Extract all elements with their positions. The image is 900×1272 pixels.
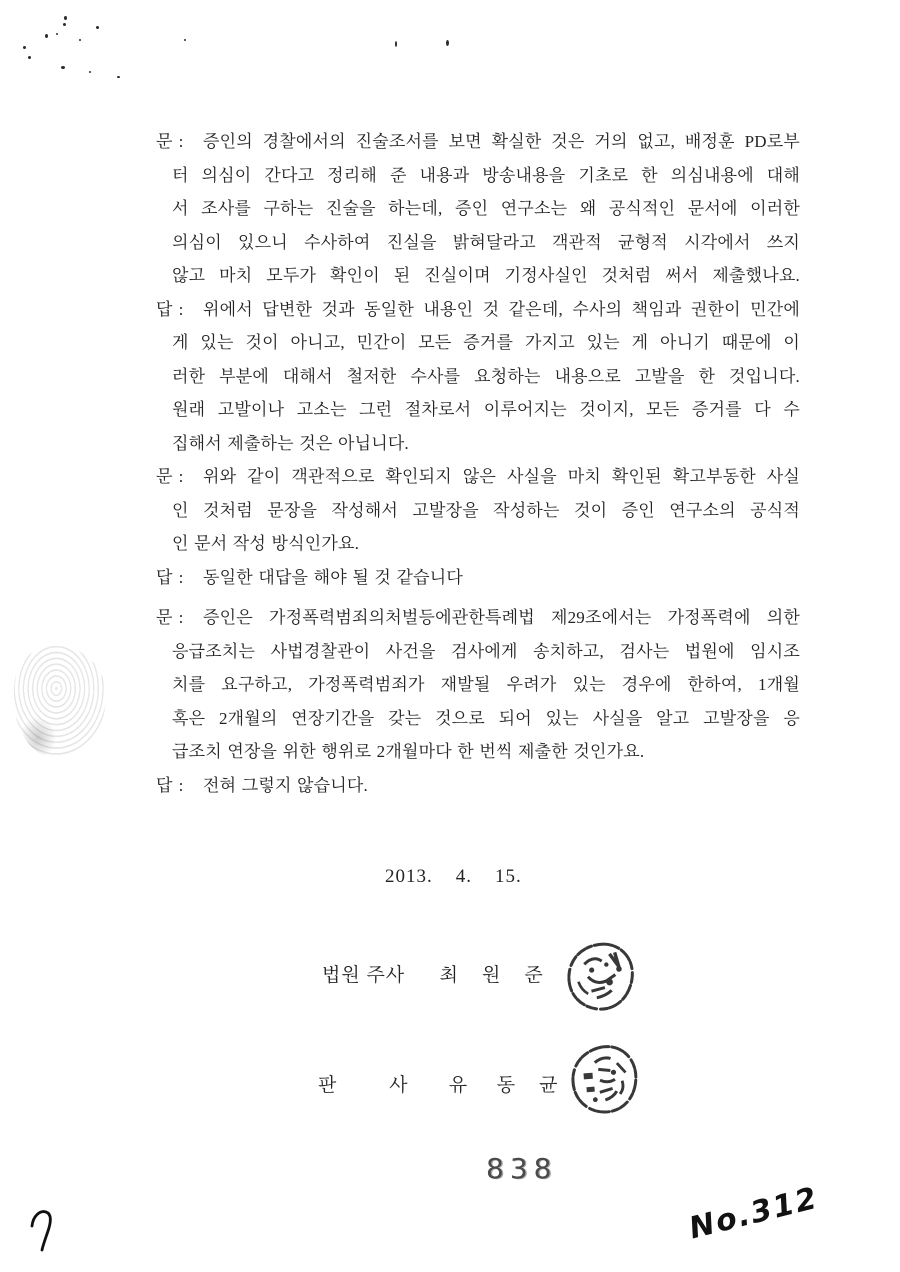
question-line: 않고 마치 모두가 확인이 된 진실이며 기정사실인 것처럼 써서 제출했나요. (172, 266, 800, 285)
answer-label: 답 : (156, 299, 185, 319)
answer-block (156, 769, 800, 803)
scan-speck (23, 46, 26, 49)
question-line: 서 조사를 구하는 진술을 하는데, 증인 연구소는 왜 공식적인 문서에 이러한 (172, 199, 800, 218)
answer-block (156, 293, 800, 461)
scan-speck (184, 39, 186, 41)
scan-speck (446, 40, 449, 46)
scan-speck (117, 76, 120, 78)
document-date: 2013. 4. 15. (385, 866, 522, 887)
ink-stamp-icon (559, 936, 640, 1017)
answer-line: 동일한 대답을 해야 될 것 같습니다 (203, 567, 463, 587)
answer-line: 러한 부분에 대해서 철저한 수사를 요청하는 내용으로 고발을 한 것입니다. (172, 366, 800, 386)
question-line: 치를 요구하고, 가정폭력범죄가 재발될 우려가 있는 경우에 한하여, 1개월 (172, 675, 800, 694)
scan-speck (96, 26, 99, 29)
transcript-body (156, 125, 800, 802)
answer-block (156, 561, 800, 595)
question-label: 문 : (156, 467, 185, 486)
signature-judge: 판 사 유 동 균 (318, 1075, 559, 1096)
page-number: 838 (486, 1152, 558, 1185)
question-line: 급조치 연장을 위한 행위로 2개월마다 한 번씩 제출한 것인가요. (172, 742, 645, 761)
answer-line: 원래 고발이나 고소는 그런 절차로서 이루어지는 것이지, 모든 증거를 다 수 (172, 400, 800, 419)
question-line: 위와 같이 객관적으로 확인되지 않은 사실을 마치 확인된 확고부동한 사실 (203, 467, 800, 486)
handwritten-doc-number: No.312 (685, 1180, 823, 1247)
question-line: 증인은 가정폭력범죄의처벌등에관한특례법 제29조에서는 가정폭력에 의한 (203, 608, 800, 627)
scan-speck (56, 33, 58, 35)
question-line: 터 의심이 간다고 정리해 준 내용과 방송내용을 기초로 한 의심내용에 대해 (172, 165, 800, 185)
scan-speck (64, 16, 67, 20)
question-line: 의심이 있으니 수사하여 진실을 밝혀달라고 객관적 균형적 시각에서 쓰지 (172, 232, 800, 252)
handwritten-margin-mark (28, 1208, 58, 1256)
question-line: 인 문서 작성 방식인가요. (172, 534, 360, 553)
scan-speck (61, 66, 65, 69)
answer-label: 답 : (156, 775, 185, 795)
scan-speck (63, 23, 66, 26)
scan-speck (395, 41, 397, 47)
signature-court-clerk: 법원 주사 최 원 준 (322, 965, 544, 986)
scan-speck (28, 56, 31, 59)
question-line: 응급조치는 사법경찰관이 사건을 검사에게 송치하고, 검사는 법원에 임시조 (172, 641, 800, 661)
answer-label: 답 : (156, 567, 185, 587)
question-line: 인 것처럼 문장을 작성해서 고발장을 작성하는 것이 증인 연구소의 공식적 (172, 500, 800, 520)
question-line: 혹은 2개월의 연장기간을 갖는 것으로 되어 있는 사실을 알고 고발장을 응 (172, 708, 800, 728)
scan-speck (89, 71, 91, 73)
question-block (156, 460, 800, 561)
question-block (156, 601, 800, 769)
answer-line: 집해서 제출하는 것은 아닙니다. (172, 433, 409, 453)
scan-speck (79, 39, 81, 41)
answer-line: 게 있는 것이 아니고, 민간이 모든 증거를 가지고 있는 게 아니기 때문에 이 (172, 333, 800, 352)
answer-line: 전혀 그렇지 않습니다. (203, 775, 368, 795)
fingerprint-smudge (14, 646, 106, 758)
ink-stamp-icon (563, 1039, 644, 1120)
answer-line: 위에서 답변한 것과 동일한 내용인 것 같은데, 수사의 책임과 권한이 민간에 (203, 299, 800, 319)
question-label: 문 : (156, 132, 185, 151)
question-block (156, 125, 800, 293)
question-line: 증인의 경찰에서의 진술조서를 보면 확실한 것은 거의 없고, 배정훈 PD로부 (203, 132, 800, 151)
question-label: 문 : (156, 608, 185, 627)
scan-speck (45, 34, 48, 38)
